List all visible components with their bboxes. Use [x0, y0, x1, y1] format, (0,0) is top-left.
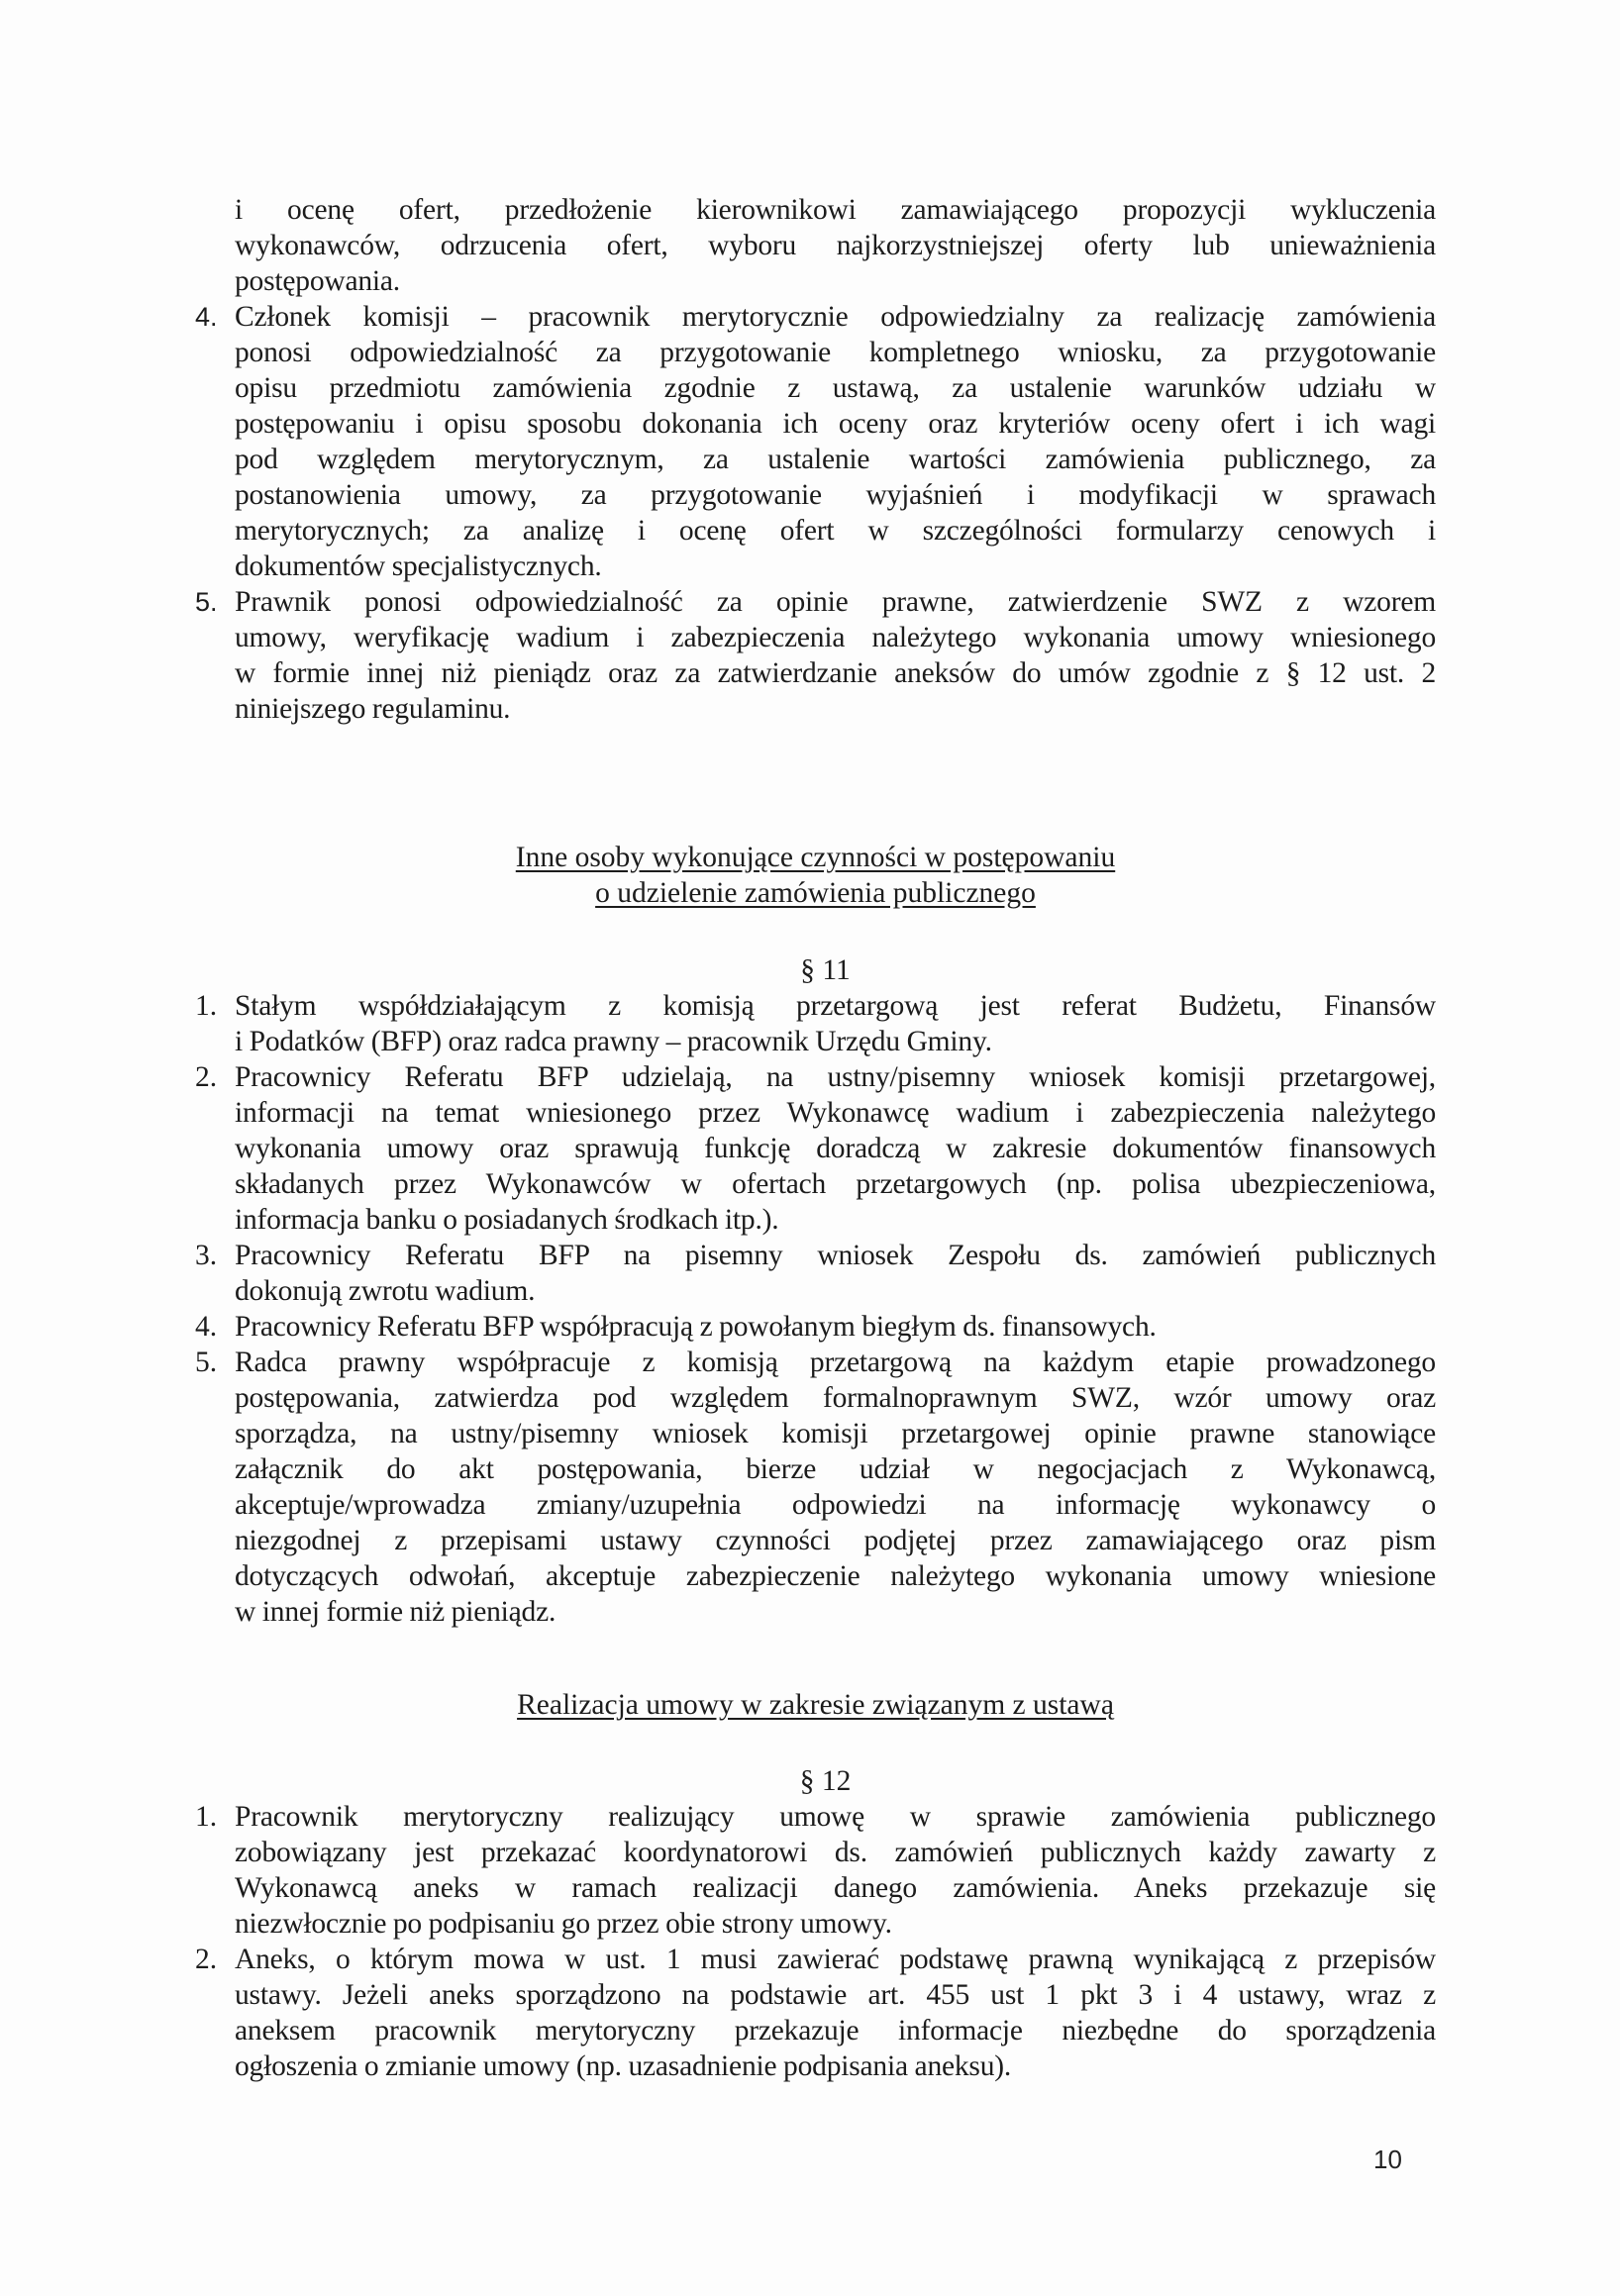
text-line: załącznik do akt postępowania, bierze udział w negocjacjach z Wykonawcą,	[235, 1453, 1436, 1485]
list-item-number: 4.	[195, 1311, 218, 1343]
list-item-text	[235, 1799, 1436, 1942]
list-item-text	[235, 1942, 1436, 2084]
text-line: niezwłocznie po podpisaniu go przez obie strony umowy.	[235, 1908, 892, 1940]
paragraph-number: § 12	[799, 1765, 852, 1797]
list-item-number: 2.	[195, 1061, 218, 1093]
list-item-text	[235, 299, 1436, 584]
text-line: opisu przedmiotu zamówienia zgodnie z ustawą, za ustalenie warunków udziału w	[235, 372, 1436, 404]
page-number: 10	[1373, 2145, 1402, 2174]
text-line: Aneks, o którym mowa w ust. 1 musi zawierać podstawę prawną wynikającą z przepisów	[235, 1944, 1436, 1975]
text-line: Wykonawcą aneks w ramach realizacji danego zamówienia. Aneks przekazuje się	[235, 1872, 1436, 1904]
text-line: Prawnik ponosi odpowiedzialność za opinie prawne, zatwierdzenie SWZ z wzorem	[235, 586, 1436, 618]
text-line: i Podatków (BFP) oraz radca prawny – pracownik Urzędu Gminy.	[235, 1026, 992, 1057]
spacer	[195, 727, 1436, 840]
text-line: w formie innej niż pieniądz oraz za zatwierdzanie aneksów do umów zgodnie z § 12 ust. 2	[235, 657, 1436, 689]
text-line: dokonują zwrotu wadium.	[235, 1275, 536, 1307]
list-item-number: 3.	[195, 1240, 218, 1271]
text-line: dokumentów specjalistycznych.	[235, 550, 602, 582]
text-line: postępowania.	[235, 265, 400, 297]
text-line: akceptuje/wprowadza zmiany/uzupełnia odpowiedzi na informację wykonawcy o	[235, 1489, 1436, 1521]
list-item	[195, 1345, 1436, 1630]
section-heading	[195, 840, 1436, 875]
text-line: niniejszego regulaminu.	[235, 693, 511, 725]
text-line: i ocenę ofert, przedłożenie kierownikowi zamawiającego propozycji wykluczenia	[235, 194, 1436, 226]
text-line: Pracownicy Referatu BFP na pisemny wniosek Zespołu ds. zamówień publicznych	[235, 1240, 1436, 1271]
text-line: informacja banku o posiadanych środkach itp.).	[235, 1204, 779, 1236]
paragraph-number: § 11	[800, 954, 851, 986]
list-item-text	[235, 584, 1436, 727]
list-item	[195, 1238, 1436, 1309]
list-item-number: 1.	[195, 1801, 218, 1833]
text-line: ogłoszenia o zmianie umowy (np. uzasadnienie podpisania aneksu).	[235, 2050, 1012, 2082]
text-line: Radca prawny współpracuje z komisją przetargową na każdym etapie prowadzonego	[235, 1347, 1436, 1378]
spacer	[195, 1723, 1436, 1763]
text-line: aneksem pracownik merytoryczny przekazuje informacje niezbędne do sporządzenia	[235, 2015, 1436, 2046]
section-heading-line: o udzielenie zamówienia publicznego	[595, 877, 1036, 909]
paragraph-text	[235, 192, 1436, 299]
list-item-number: 5.	[195, 1347, 218, 1378]
list-item-number: 1.	[195, 990, 218, 1022]
text-line: merytorycznych; za analizę i ocenę ofert w szczególności formularzy cenowych i	[235, 515, 1436, 547]
list-item-number: 5.	[195, 587, 218, 617]
document-body	[195, 192, 1436, 2084]
text-line: postępowaniu i opisu sposobu dokonania ich oceny oraz kryteriów oceny ofert i ich wagi	[235, 408, 1436, 440]
text-line: pod względem merytorycznym, za ustalenie wartości zamówienia publicznego, za	[235, 444, 1436, 475]
section-heading-line: Realizacja umowy w zakresie związanym z ustawą	[517, 1689, 1114, 1721]
spacer	[195, 911, 1436, 952]
text-line: ponosi odpowiedzialność za przygotowanie kompletnego wniosku, za przygotowanie	[235, 337, 1436, 368]
list-item	[195, 1942, 1436, 2084]
list-item	[195, 584, 1436, 727]
text-line: Stałym współdziałającym z komisją przetargową jest referat Budżetu, Finansów	[235, 990, 1436, 1022]
text-line: ustawy. Jeżeli aneks sporządzono na podstawie art. 455 ust 1 pkt 3 i 4 ustawy, wraz z	[235, 1979, 1436, 2011]
text-line: Pracownicy Referatu BFP współpracują z powołanym biegłym ds. finansowych.	[235, 1311, 1157, 1343]
text-line: Członek komisji – pracownik merytorycznie odpowiedzialny za realizację zamówienia	[235, 301, 1436, 333]
text-line: postępowania, zatwierdza pod względem formalnoprawnym SWZ, wzór umowy oraz	[235, 1382, 1436, 1414]
list-item	[195, 299, 1436, 584]
text-line: Pracownik merytoryczny realizujący umowę w sprawie zamówienia publicznego	[235, 1801, 1436, 1833]
text-line: dotyczących odwołań, akceptuje zabezpieczenie należytego wykonania umowy wniesione	[235, 1560, 1436, 1592]
continuation-paragraph	[195, 192, 1436, 299]
list-item-text	[235, 1309, 1436, 1345]
text-line: sporządza, na ustny/pisemny wniosek komisji przetargowej opinie prawne stanowiące	[235, 1418, 1436, 1449]
text-line: zobowiązany jest przekazać koordynatorowi ds. zamówień publicznych każdy zawarty z	[235, 1837, 1436, 1868]
text-line: w innej formie niż pieniądz.	[235, 1596, 557, 1628]
section-heading-line: Inne osoby wykonujące czynności w postępowaniu	[515, 842, 1116, 873]
list-item	[195, 1799, 1436, 1942]
list-item-text	[235, 1059, 1436, 1238]
list-item-text	[235, 1238, 1436, 1309]
text-line: informacji na temat wniesionego przez Wykonawcę wadium i zabezpieczenia należytego	[235, 1097, 1436, 1129]
list-item	[195, 1309, 1436, 1345]
list-item	[195, 1059, 1436, 1238]
spacer	[195, 1630, 1436, 1687]
list-item-text	[235, 1345, 1436, 1630]
text-line: Pracownicy Referatu BFP udzielają, na ustny/pisemny wniosek komisji przetargowej,	[235, 1061, 1436, 1093]
section-heading	[195, 875, 1436, 911]
text-line: wykonawców, odrzucenia ofert, wyboru najkorzystniejszej oferty lub unieważnienia	[235, 230, 1436, 261]
text-line: umowy, weryfikację wadium i zabezpieczenia należytego wykonania umowy wniesionego	[235, 622, 1436, 653]
text-line: postanowienia umowy, za przygotowanie wyjaśnień i modyfikacji w sprawach	[235, 479, 1436, 511]
section-heading	[195, 1687, 1436, 1723]
text-line: niezgodnej z przepisami ustawy czynności podjętej przez zamawiającego oraz pism	[235, 1525, 1436, 1556]
text-line: wykonania umowy oraz sprawują funkcję doradczą w zakresie dokumentów finansowych	[235, 1133, 1436, 1164]
list-item-text	[235, 988, 1436, 1059]
list-item	[195, 988, 1436, 1059]
list-item-number: 4.	[195, 302, 218, 332]
text-line: składanych przez Wykonawców w ofertach przetargowych (np. polisa ubezpieczeniowa,	[235, 1168, 1436, 1200]
list-item-number: 2.	[195, 1944, 218, 1975]
